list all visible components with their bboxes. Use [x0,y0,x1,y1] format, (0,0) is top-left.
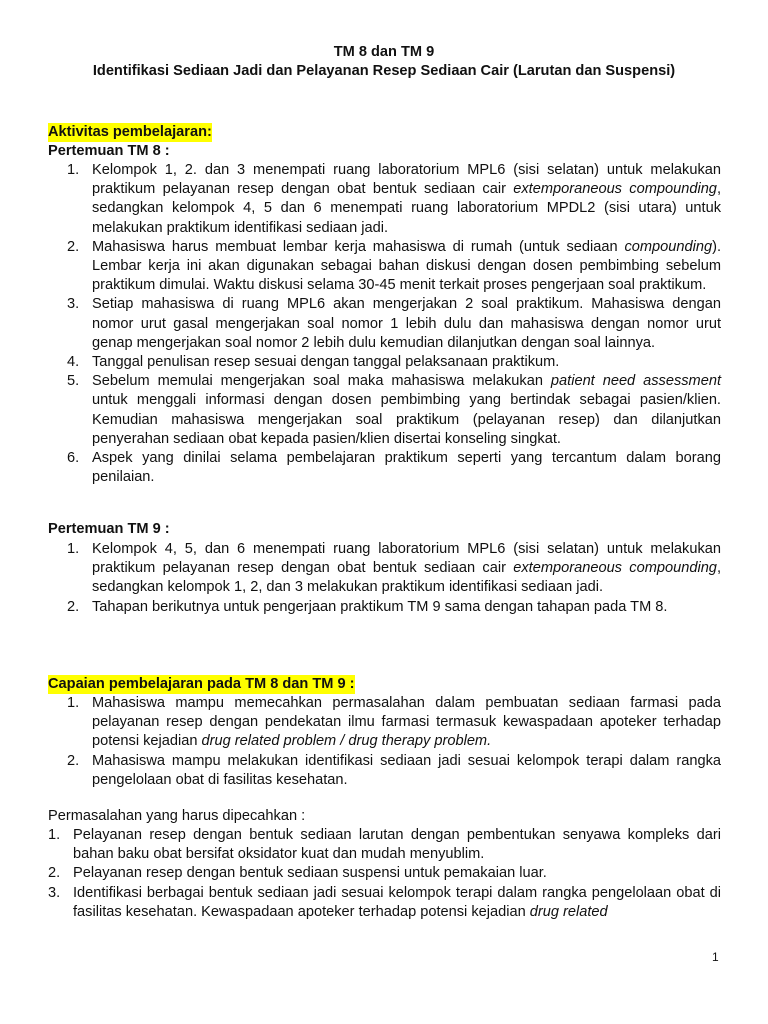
list-item [67,238,721,296]
list-item-italic-text: compounding [624,238,713,255]
list-item-number: 5. [67,373,80,390]
list-item-number: 6. [67,450,80,467]
list-item-text: Mahasiswa harus membuat lembar kerja mahasiswa di rumah (untuk sediaan [92,238,625,255]
list-item-number: 3. [48,884,61,901]
list-item [48,884,721,922]
subheading-tm8: Pertemuan TM 8 : [48,143,170,159]
list-item-text: Setiap mahasiswa di ruang MPL6 akan mengerjakan 2 soal praktikum. Mahasiswa dengan nomor urut gasal mengerjakan soal nomor 1 lebih dulu dan mahasiswa dengan nomor urut genap mengerjakan soal nomor 2 lebih dulu kemudian dilanjutkan dengan soal lainnya. [92,296,721,351]
list-item-number: 2. [67,752,80,769]
subheading-tm9: Pertemuan TM 9 : [48,521,170,537]
list-item-italic-text: drug related problem / drug therapy problem. [201,733,492,750]
list-item-text: Kelompok 1, 2. dan 3 menempati ruang laboratorium MPL6 (sisi selatan) untuk melakukan praktikum pelayanan resep dengan obat bentuk sediaan cair [92,162,721,198]
list-item [67,449,721,487]
document-subtitle: Identifikasi Sediaan Jadi dan Pelayanan Resep Sediaan Cair (Larutan dan Suspensi) [92,63,676,79]
list-item-text: , sedangkan kelompok 1, 2, dan 3 melakukan praktikum identifikasi sediaan jadi. [92,560,721,596]
list-item-text: Aspek yang dinilai selama pembelajaran praktikum seperti yang tercantum dalam borang penilaian. [92,450,721,486]
list-item-italic-text: patient need assessment [550,373,722,390]
list-item-number: 2. [67,238,80,255]
section-heading-capaian: Capaian pembelajaran pada TM 8 dan TM 9 : [48,675,355,694]
list-item-text: , sedangkan kelompok 4, 5 dan 6 menempati ruang laboratorium MPDL2 (sisi utara) untuk melakukan praktikum identifikasi sediaan jadi. [92,181,721,236]
list-item [67,694,721,752]
list-permasalahan [48,826,721,922]
list-item-text: Tahapan berikutnya untuk pengerjaan praktikum TM 9 sama dengan tahapan pada TM 8. [92,598,668,615]
list-tm8 [67,161,721,487]
list-item [67,353,721,372]
list-item [67,372,721,449]
list-tm9 [67,540,721,617]
list-item [48,864,721,883]
list-item-italic-text: extemporaneous compounding [513,560,717,577]
list-item-number: 1. [67,541,80,557]
list-item-text: Kelompok 4, 5, dan 6 menempati ruang laboratorium MPL6 (sisi selatan) untuk melakukan praktikum pelayanan resep dengan obat bentuk sediaan cair [92,541,721,577]
list-item [67,598,721,617]
list-item-number: 1. [67,162,80,178]
list-item [67,752,721,790]
section-heading-aktivitas: Aktivitas pembelajaran: [48,123,212,142]
list-item [67,161,721,238]
list-item-text: Sebelum memulai mengerjakan soal maka mahasiswa melakukan [92,373,551,390]
list-item-text: ). Lembar kerja ini akan digunakan sebagai bahan diskusi dengan dosen pembimbing sebelum praktikum dimulai. Waktu diskusi selama 30-45 menit terkait proses pengerjaan soal praktikum. [92,238,721,294]
list-item-text: Mahasiswa mampu melakukan identifikasi sediaan jadi sesuai kelompok terapi dalam rangka pengelolaan obat di fasilitas kesehatan. [92,752,721,788]
list-item-text: Mahasiswa mampu memecahkan permasalahan dalam pembuatan sediaan farmasi pada pelayanan resep dengan pendekatan ilmu farmasi termasuk kewaspadaan apoteker terhadap potensi kejadian [92,695,721,750]
list-item-text: Tanggal penulisan resep sesuai dengan tanggal pelaksanaan praktikum. [92,354,560,371]
list-item-number: 1. [67,695,80,711]
list-item-text: untuk menggali informasi dengan dosen pembimbing yang bertindak sebagai pasien/klien. Kemudian mahasiswa mengerjakan soal praktikum (pelayanan resep) dan dilanjutkan penyerahan sediaan obat kepada pasien/klien disertai konseling singkat. [92,392,721,447]
section-heading-permasalahan: Permasalahan yang harus dipecahkan : [48,808,306,824]
list-item-number: 3. [67,296,80,313]
document-title: TM 8 dan TM 9 [333,44,435,60]
list-item-text: Identifikasi berbagai bentuk sediaan jadi sesuai kelompok terapi dalam rangka pengelolaan obat di fasilitas kesehatan. Kewaspadaan apoteker terhadap potensi kejadian [73,884,721,920]
list-item [67,540,721,598]
list-item-italic-text: extemporaneous compounding [513,181,717,198]
list-item-text: Pelayanan resep dengan bentuk sediaan larutan dengan pembentukan senyawa kompleks dari bahan baku obat bersifat oksidator kuat dan mudah menyublim. [73,827,721,863]
list-item-number: 2. [48,865,61,882]
list-capaian [67,694,721,790]
list-item-number: 1. [48,827,61,843]
list-item-text: Pelayanan resep dengan bentuk sediaan suspensi untuk pemakaian luar. [73,865,547,882]
list-item-number: 4. [67,354,80,371]
page-number: 1 [712,950,719,964]
list-item [67,295,721,353]
list-item-italic-text: drug related [529,903,608,920]
list-item [48,826,721,864]
list-item-number: 2. [67,598,80,615]
